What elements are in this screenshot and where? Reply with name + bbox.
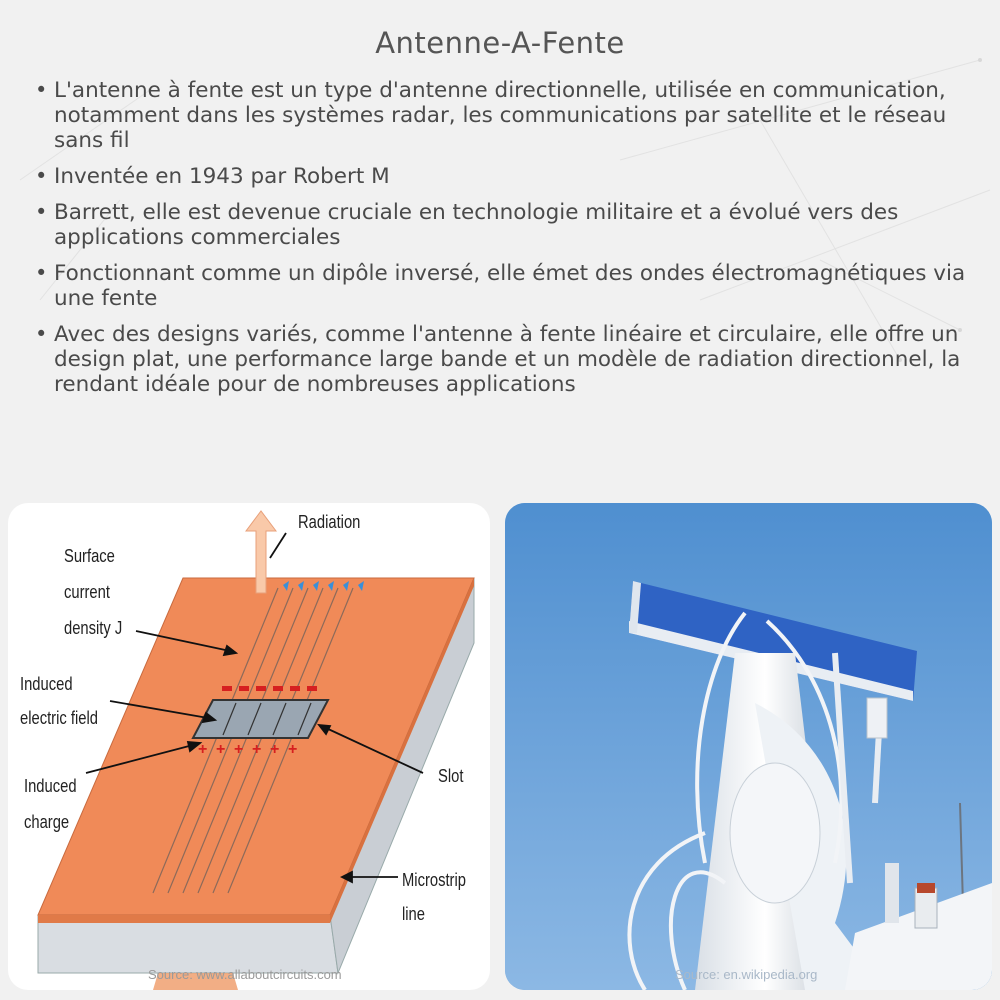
label-induced-field-line2: electric field [20,708,98,728]
bullet-item: • L'antenne à fente est un type d'antenne directionnelle, utilisée en communication, notamment dans les systèmes radar, les communications par satellite et le réseau sans fil [35,78,947,153]
bullet-item: • Barrett, elle est devenue cruciale en technologie militaire et a évolué vers des applications commerciales [35,200,899,250]
bullet-item: • Avec des designs variés, comme l'antenne à fente linéaire et circulaire, elle offre un design plat, une performance large bande et un modèle de radiation directionnel, la rendant idéale pour de nombreuses applications [35,322,961,397]
label-slot: Slot [438,766,464,786]
svg-text:+: + [270,741,280,758]
bullet-text: Barrett, elle est devenue cruciale en technologie militaire et a évolué vers des applications commerciales [54,200,899,250]
source-credit-left: Source: www.allaboutcircuits.com [148,967,342,982]
bullet-text: L'antenne à fente est un type d'antenne directionnelle, utilisée en communication, notamment dans les systèmes radar, les communications par satellite et le réseau sans fil [54,78,947,153]
label-induced-field-line1: Induced [20,674,73,694]
svg-text:+: + [198,741,208,758]
page-title: Antenne-A-Fente [375,26,625,60]
bullet-list [30,78,980,408]
svg-text:+: + [234,741,244,758]
svg-text:+: + [252,741,262,758]
label-microstrip-line2: line [402,904,425,924]
label-induced-charge-line1: Induced [24,776,77,796]
photo-drawing [505,503,992,990]
source-credit-right: Source: en.wikipedia.org [675,967,818,982]
bullet-text: Fonctionnant comme un dipôle inversé, elle émet des ondes électromagnétiques via une fente [54,261,966,311]
label-induced-charge-line2: charge [24,812,70,832]
bullet-item: • Fonctionnant comme un dipôle inversé, elle émet des ondes électromagnétiques via une fente [35,261,966,311]
label-surface-current-line1: Surface [64,546,115,566]
label-radiation: Radiation [298,512,361,532]
label-surface-current-line3: density J [64,618,123,638]
bullet-text: Avec des designs variés, comme l'antenne à fente linéaire et circulaire, elle offre un design plat, une performance large bande et un modèle de radiation directionnel, la rendant idéale pour de nombreuses applications [54,322,961,397]
svg-text:+: + [216,741,226,758]
bullet-item: • Inventée en 1943 par Robert M [35,164,390,189]
bullet-text: Inventée en 1943 par Robert M [54,164,390,189]
radar-antenna-photo [505,503,992,990]
label-surface-current-line2: current [64,582,110,602]
svg-text:+: + [288,741,298,758]
slot-antenna-diagram [8,503,490,990]
label-microstrip-line1: Microstrip [402,870,466,890]
